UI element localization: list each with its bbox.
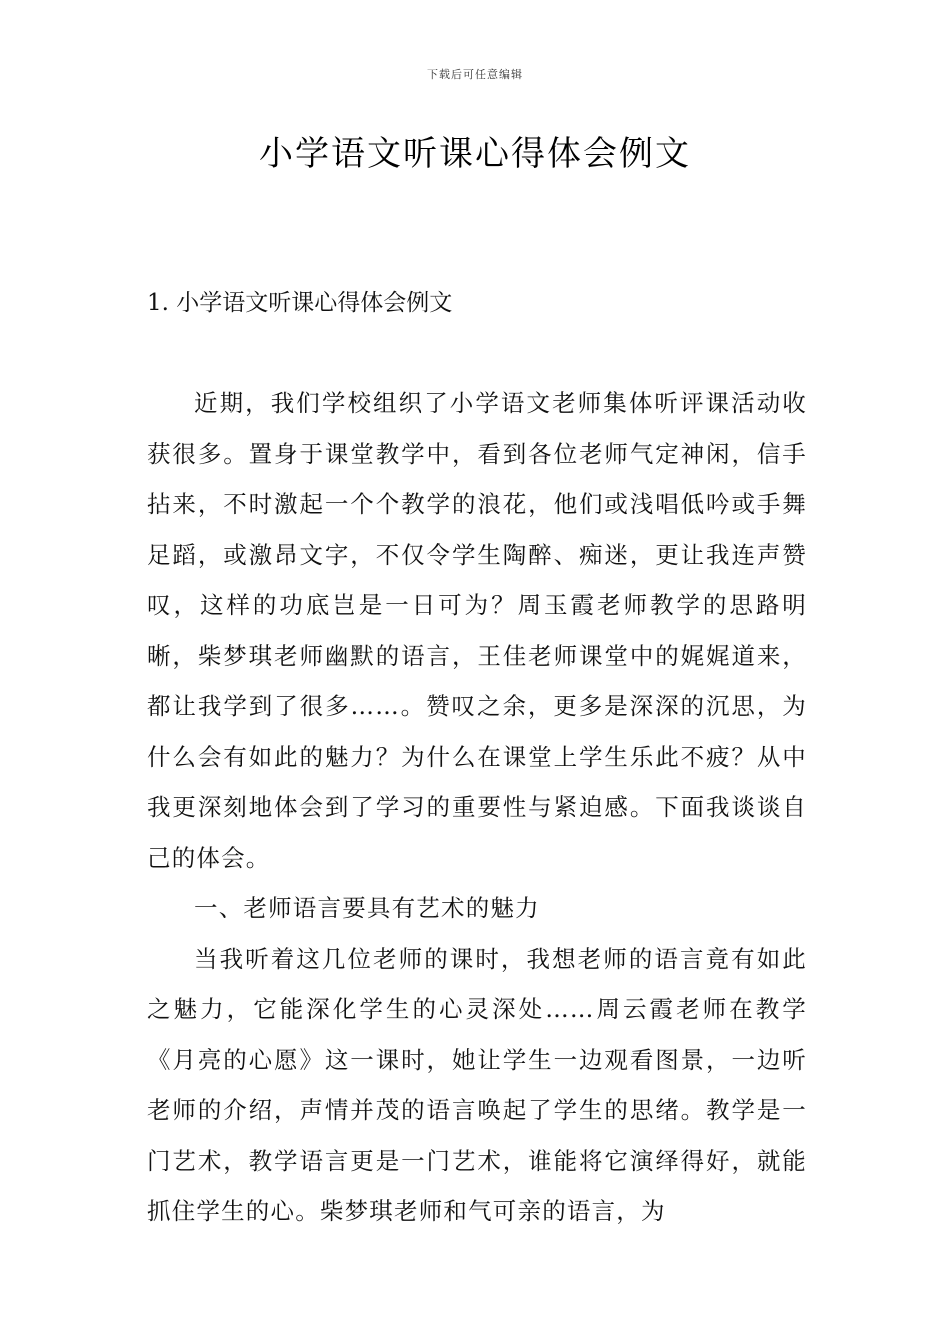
section-heading: 1. 小学语文听课心得体会例文	[147, 290, 453, 316]
paragraph-1: 近期，我们学校组织了小学语文老师集体听评课活动收获很多。置身于课堂教学中，看到各位老师气定神闲，信手拈来，不时激起一个个教学的浪花，他们或浅唱低吟或手舞足蹈，或激昂文字，不仅令学生陶醉、痴迷，更让我连声赞叹，这样的功底岂是一日可为？周玉霞老师教学的思路明晰，柴梦琪老师幽默的语言，王佳老师课堂中的娓娓道来，都让我学到了很多……。赞叹之余，更多是深深的沉思，为什么会有如此的魅力？为什么在课堂上学生乐此不疲？从中我更深刻地体会到了学习的重要性与紧迫感。下面我谈谈自己的体会。	[147, 389, 807, 872]
page-title: 小学语文听课心得体会例文	[259, 134, 691, 174]
paragraph-2: 当我听着这几位老师的课时，我想老师的语言竟有如此之魅力，它能深化学生的心灵深处……周云霞老师在教学《月亮的心愿》这一课时，她让学生一边观看图景，一边听老师的介绍，声情并茂的语言唤起了学生的思绪。教学是一门艺术，教学语言更是一门艺术，谁能将它演绎得好，就能抓住学生的心。柴梦琪老师和气可亲的语言，为	[147, 944, 807, 1225]
body-text	[147, 378, 807, 1237]
subheading-1: 一、老师语言要具有艺术的魅力	[194, 894, 540, 922]
header-note: 下载后可任意编辑	[427, 68, 523, 81]
